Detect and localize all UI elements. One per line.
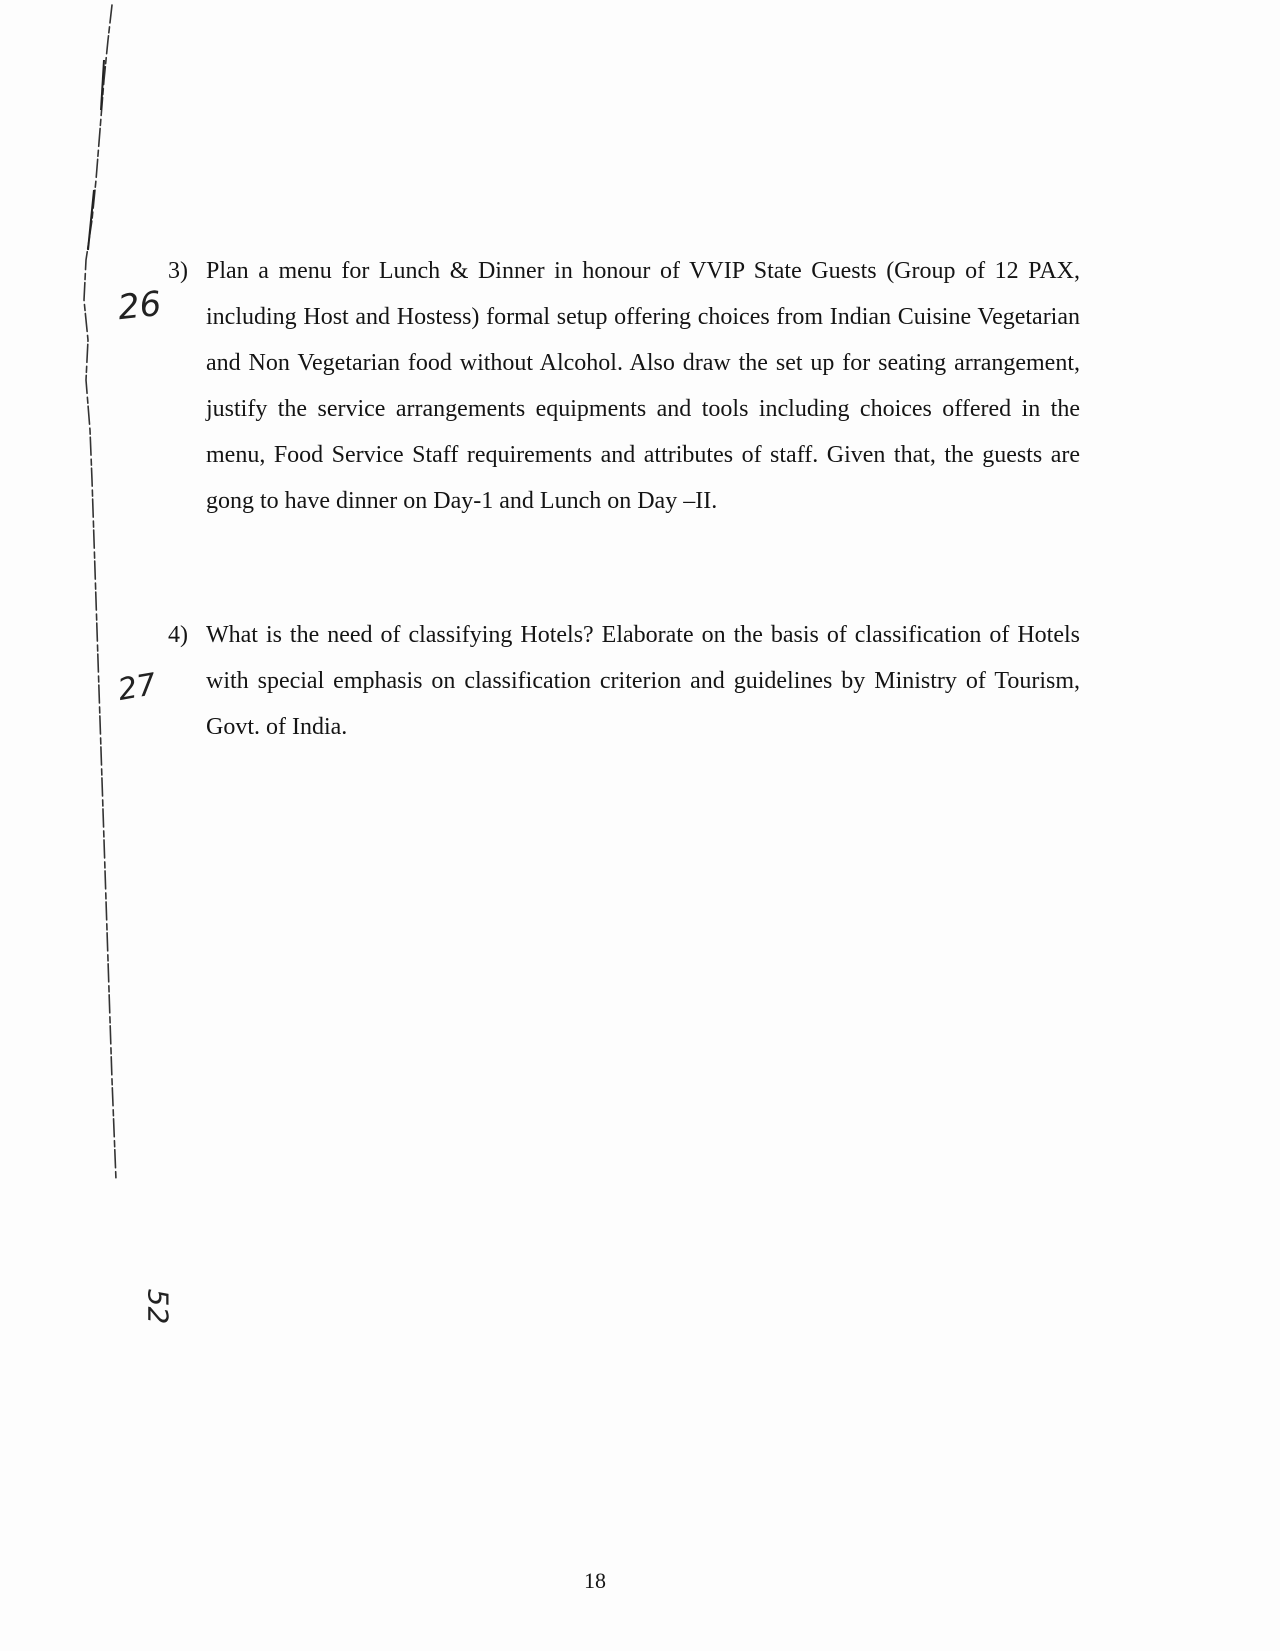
question-text: What is the need of classifying Hotels? Elaborate on the basis of classification of Hotels with special emphasis on classification criterion and guidelines by Ministry of Tourism, Govt. of India. [206, 622, 1080, 740]
handwritten-score-q4: 27 [115, 666, 159, 709]
question-text: Plan a menu for Lunch & Dinner in honour of VVIP State Guests (Group of 12 PAX, including Host and Hostess) formal setup offering choices from Indian Cuisine Vegetarian and Non Vegetarian food without Alcohol. Also draw the set up for seating arrangement, justify the service arrangements equipments and tools including choices offered in the menu, Food Service Staff requirements and attributes of staff. Given that, the guests are gong to have dinner on Day-1 and Lunch on Day –II. [206, 258, 1080, 514]
handwritten-score-q3: 26 [116, 283, 164, 329]
question-number: 3) [168, 258, 188, 284]
page-number: 18 [584, 1568, 606, 1593]
question-3 [160, 248, 1080, 524]
handwritten-total-score: 52 [141, 1288, 175, 1325]
handdrawn-margin-line [0, 0, 130, 1240]
question-4 [160, 612, 1080, 750]
question-number: 4) [168, 622, 188, 648]
